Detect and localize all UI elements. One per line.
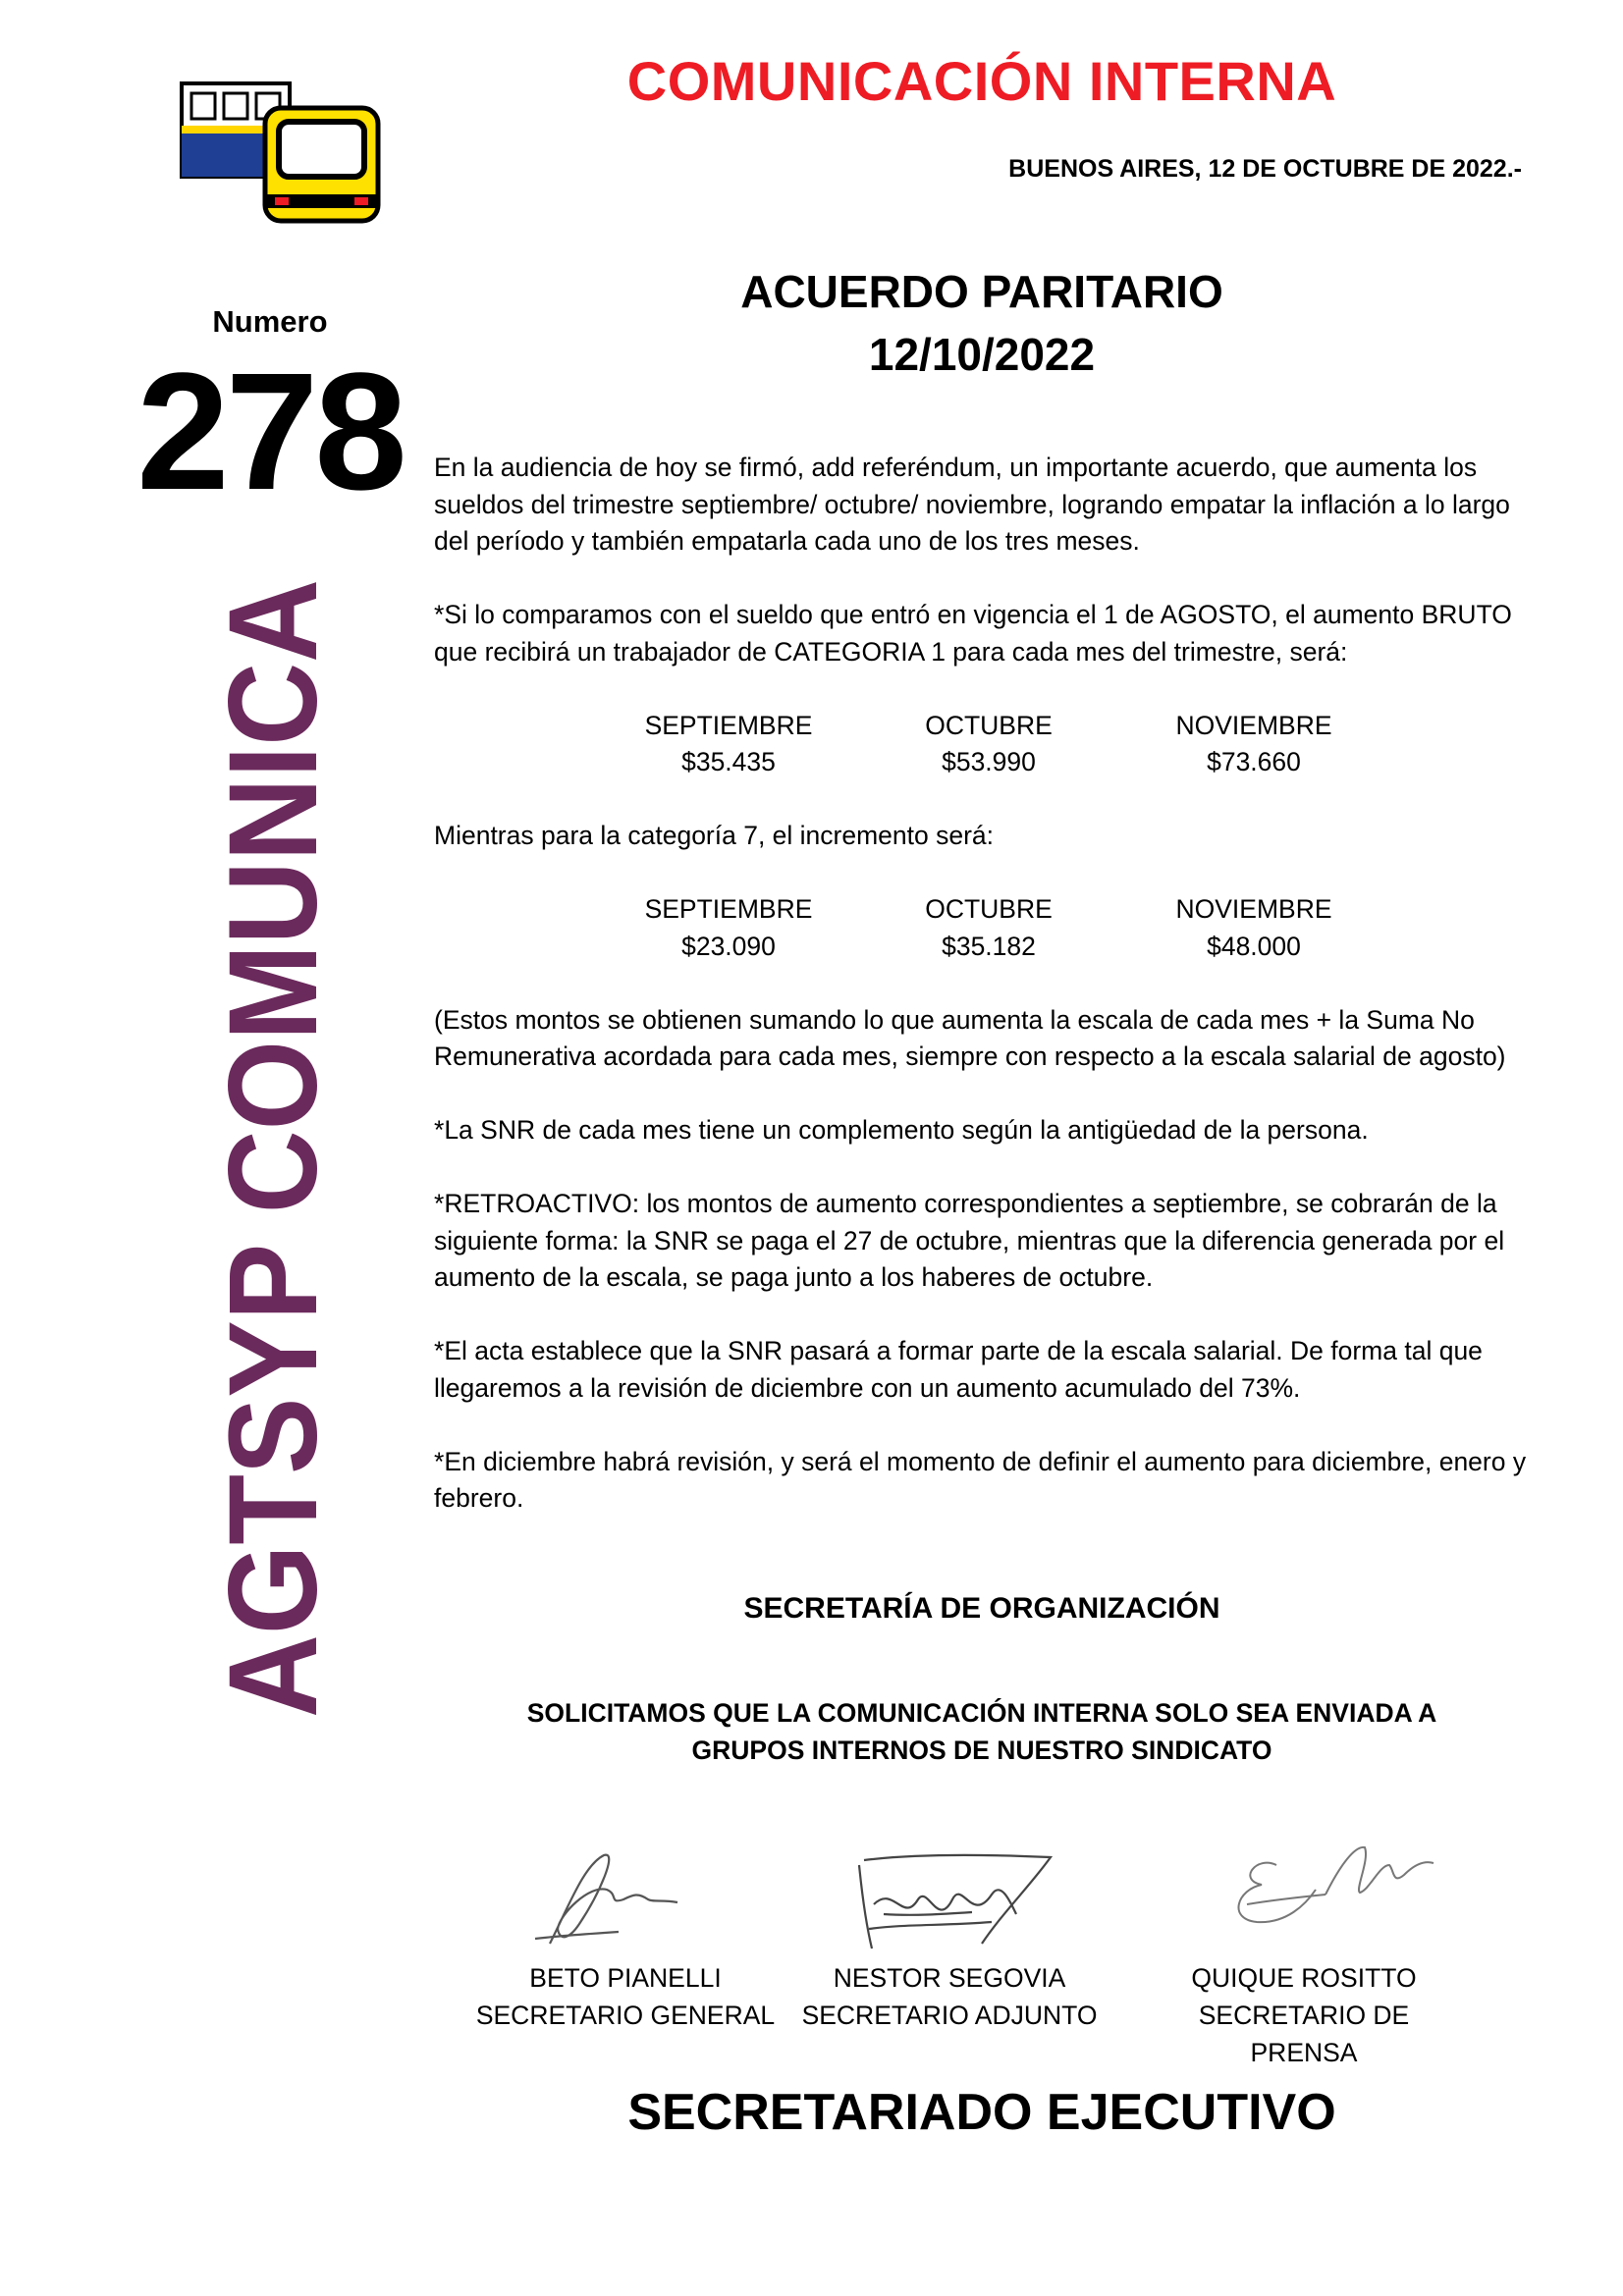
paragraph: Mientras para la categoría 7, el incremento será:: [434, 821, 995, 850]
signature-image: [1217, 1836, 1443, 1949]
signatory-name: QUIQUE ROSITTO: [1191, 1963, 1417, 1993]
table-cell: $35.182: [942, 931, 1036, 961]
signatory: [792, 1959, 1107, 2034]
numero-label: Numero: [212, 304, 328, 339]
document-title-line1: ACUERDO PARITARIO: [740, 266, 1223, 317]
header-title: COMUNICACIÓN INTERNA: [626, 50, 1337, 112]
table-cell: $48.000: [1207, 931, 1301, 961]
distribution-request-line1: SOLICITAMOS QUE LA COMUNICACIÓN INTERNA SOLO SEA ENVIADA A: [526, 1698, 1437, 1728]
table-cell: $23.090: [681, 931, 776, 961]
signatory: [468, 1959, 783, 2034]
vertical-banner: [196, 574, 353, 1723]
table-header-cell: OCTUBRE: [925, 894, 1053, 924]
document-title-line2: 12/10/2022: [868, 329, 1096, 380]
table-cell: $73.660: [1207, 747, 1301, 776]
distribution-request: [442, 1694, 1522, 1769]
numero-value: 278: [136, 339, 404, 525]
paragraph: (Estos montos se obtienen sumando lo que aumenta la escala de cada mes + la Suma No Remunerativa acordada para cada mes, siempre con respecto a la escala salarial de agosto): [434, 1004, 1506, 1071]
signatory-role: SECRETARIO DE PRENSA: [1198, 2001, 1410, 2067]
train-front-icon: [177, 79, 383, 226]
paragraph: *La SNR de cada mes tiene un complemento según la antigüedad de la persona.: [434, 1115, 1369, 1145]
signatory-role: SECRETARIO GENERAL: [475, 2001, 776, 2030]
paragraph: En la audiencia de hoy se firmó, add referéndum, un importante acuerdo, que aumenta los sueldos del trimestre septiembre/ octubre/ noviembre, logrando empatar la inflación a lo largo del período y también empatarla cada uno de los tres meses.: [434, 453, 1510, 556]
paragraph: *En diciembre habrá revisión, y será el momento de definir el aumento para diciembre, enero y febrero.: [434, 1446, 1527, 1513]
distribution-request-line2: GRUPOS INTERNOS DE NUESTRO SINDICATO: [691, 1735, 1272, 1765]
signature-image: [844, 1845, 1070, 1963]
table-cell: $53.990: [942, 747, 1036, 776]
paragraph: *Si lo comparamos con el sueldo que entró en vigencia el 1 de AGOSTO, el aumento BRUTO que recibirá un trabajador de CATEGORIA 1 para cada mes del trimestre, será:: [434, 600, 1512, 667]
paragraph: *El acta establece que la SNR pasará a formar parte de la escala salarial. De forma tal que llegaremos a la revisión de diciembre con un aumento acumulado del 73%.: [434, 1336, 1483, 1403]
signatory-name: BETO PIANELLI: [529, 1963, 722, 1993]
table-header-cell: NOVIEMBRE: [1175, 710, 1332, 740]
signatory-name: NESTOR SEGOVIA: [833, 1963, 1066, 1993]
amounts-table-category-1: [591, 708, 1534, 781]
table-header-cell: OCTUBRE: [925, 710, 1053, 740]
signatory: [1147, 1959, 1461, 2071]
vertical-banner-text: AGTSYP COMUNICA: [203, 574, 344, 1718]
table-header-cell: SEPTIEMBRE: [644, 710, 813, 740]
executive-secretariat: SECRETARIADO EJECUTIVO: [627, 2084, 1336, 2141]
table-header-cell: SEPTIEMBRE: [644, 894, 813, 924]
amounts-table-category-7: [591, 891, 1534, 965]
document-title: [589, 260, 1375, 386]
date-line: BUENOS AIRES, 12 DE OCTUBRE DE 2022.-: [1008, 155, 1522, 183]
signatory-role: SECRETARIO ADJUNTO: [801, 2001, 1098, 2030]
department-name: SECRETARÍA DE ORGANIZACIÓN: [743, 1592, 1220, 1625]
table-cell: $35.435: [681, 747, 776, 776]
table-header-cell: NOVIEMBRE: [1175, 894, 1332, 924]
document-body: [434, 450, 1534, 1554]
signature-image: [530, 1845, 687, 1958]
paragraph: *RETROACTIVO: los montos de aumento correspondientes a septiembre, se cobrarán de la siguiente forma: la SNR se paga el 27 de octubre, mientras que la diferencia generada por el aumento de la escala, se paga junto a los haberes de octubre.: [434, 1189, 1505, 1292]
